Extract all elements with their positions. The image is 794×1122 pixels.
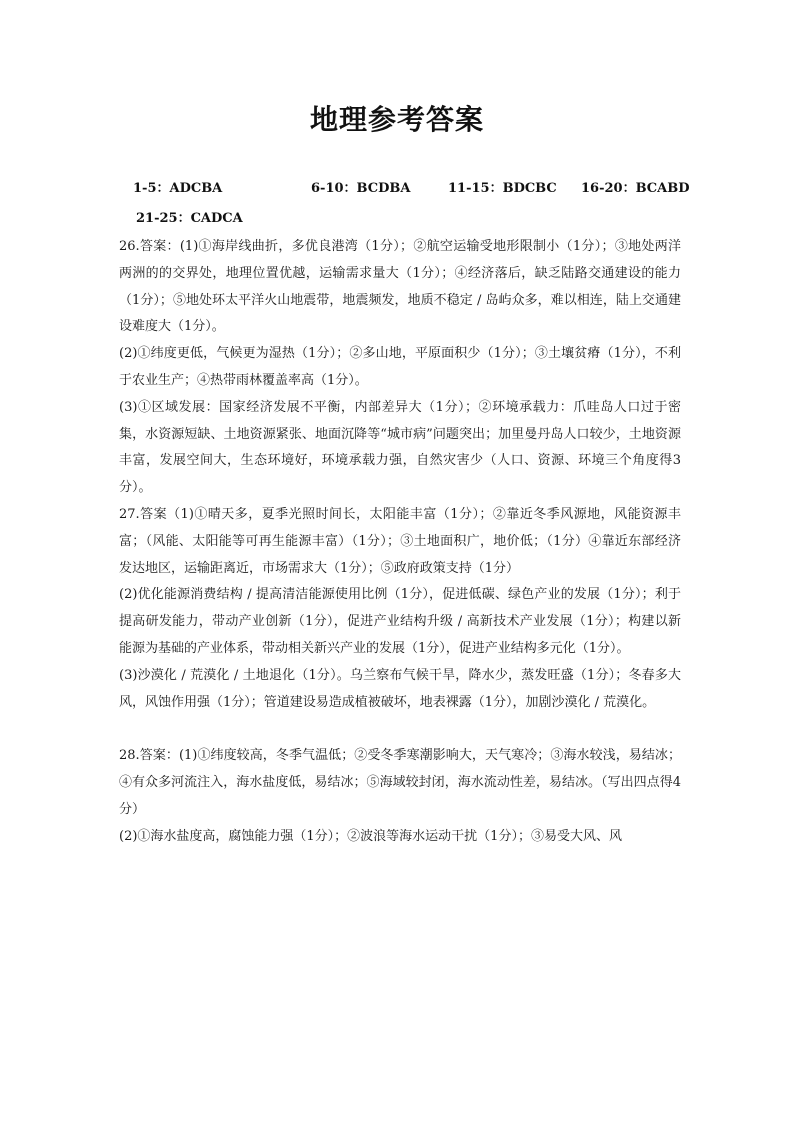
- answer-27-part-3: (3)沙漠化 / 荒漠化 / 土地退化（1分）。乌兰察布气候干旱，降水少，蒸发旺盛（1分）；冬春多大风，风蚀作用强（1分）；管道建设易造成植被破坏，地表裸露（1分），加剧沙漠化 / 荒漠化。: [119, 667, 681, 710]
- answer-27-part-1: 27.答案（1)①晴天多，夏季光照时间长，太阳能丰富（1分）；②靠近冬季风源地，风能资源丰富；（风能、太阳能等可再生能源丰富）（1分）；③土地面积广，地价低；（1分）④靠近东部经济发达地区，运输距离近，市场需求大（1分）；⑤政府政策支持（1分）: [119, 506, 681, 576]
- answer-key-1-5: 1-5：ADCBA: [133, 181, 223, 196]
- answer-body: [119, 234, 681, 851]
- answer-27-part-2: (2)优化能源消费结构 / 提高清洁能源使用比例（1分），促进低碳、绿色产业的发展（1分）；利于提高研发能力，带动产业创新（1分），促进产业结构升级 / 高新技术产业发展（1分）；构建以新能源为基础的产业体系，带动相关新兴产业的发展（1分），促进产业结构多元化（1分）。: [119, 587, 681, 656]
- answer-key-21-25: 21-25：CADCA: [136, 211, 243, 226]
- answer-26-part-1: 26.答案：(1)①海岸线曲折，多优良港湾（1分）；②航空运输受地形限制小（1分）；③地处两洋两洲的的交界处，地理位置优越，运输需求量大（1分）；④经济落后，缺乏陆路交通建设的能力（1分）；⑤地处环太平洋火山地震带，地震频发，地质不稳定 / 岛屿众多，难以相连，陆上交通建设难度大（1分）。: [119, 239, 681, 335]
- answer-key-16-20: 16-20：BCABD: [581, 181, 690, 196]
- answer-26-part-3: (3)①区域发展：国家经济发展不平衡，内部差异大（1分）；②环境承载力：爪哇岛人口过于密集，水资源短缺、土地资源紧张、地面沉降等“城市病”问题突出；加里曼丹岛人口较少，土地资源丰富，发展空间大，生态环境好，环境承载力强，自然灾害少（人口、资源、环境三个角度得3分）。: [119, 399, 681, 496]
- answer-26-part-2: (2)①纬度更低，气候更为湿热（1分）；②多山地，平原面积少（1分）；③土壤贫瘠（1分），不利于农业生产；④热带雨林覆盖率高（1分）。: [119, 346, 681, 388]
- answer-28-part-1: 28.答案：(1)①纬度较高，冬季气温低；②受冬季寒潮影响大，天气寒冷；③海水较浅，易结冰；④有众多河流注入，海水盐度低，易结冰；⑤海域较封闭，海水流动性差，易结冰。（写出四点得4分）: [119, 748, 681, 817]
- answer-key-11-15: 11-15：BDCBC: [448, 181, 557, 196]
- page-title: 地理参考答案: [309, 103, 484, 136]
- multiple-choice-answer-key: [0, 177, 794, 199]
- answer-key-6-10: 6-10：BCDBA: [311, 181, 411, 196]
- answer-28-part-2: (2)①海水盐度高，腐蚀能力强（1分）；②波浪等海水运动干扰（1分）；③易受大风、风: [119, 828, 622, 844]
- section-spacer: [119, 716, 681, 743]
